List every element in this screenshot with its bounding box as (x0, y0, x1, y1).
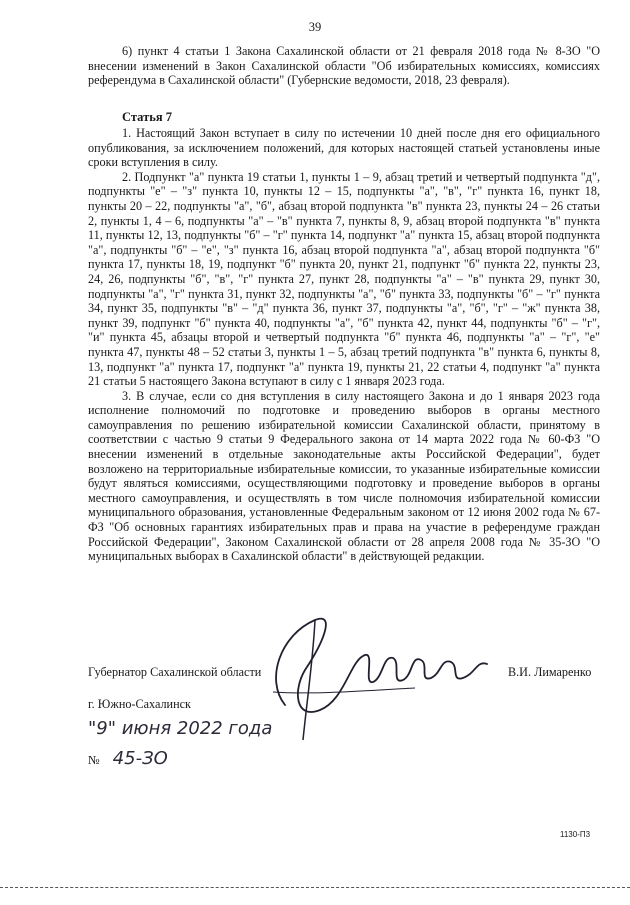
article-paragraph-3: 3. В случае, если со дня вступления в силу настоящего Закона и до 1 января 2023 года исполнение полномочий по подготовке и проведению выборов в органы местного самоуправления по решению избирательной комиссии Сахалинской области, принятому в соответствии с частью 9 статьи 9 Федерального закона от 14 марта 2022 года № 60-ФЗ "О внесении изменений в отдельные законодательные акты Российской Федерации", будет возложено на территориальные избирательные комиссии, то указанные избирательные комиссии будут являться комиссиями, осуществляющими подготовку и проведение выборов в органы местного самоуправления, и осуществлять в том числе полномочия избирательной комиссии муниципального образования, установленные Федеральным законом от 12 июня 2002 года № 67-ФЗ "Об основных гарантиях избирательных прав и права на участие в референдуме граждан Российской Федерации", Законом Сахалинской области от 28 апреля 2008 года № 35-ЗО "О муниципальных выборах в Сахалинской области" в действующей редакции. (88, 388, 600, 564)
handwritten-number: 45-ЗО (112, 748, 168, 769)
article-body (88, 126, 600, 564)
city: г. Южно-Сахалинск (88, 697, 191, 711)
handwritten-date: "9" июня 2022 года (88, 718, 273, 739)
article-paragraph-2: 2. Подпункт "а" пункта 19 статьи 1, пункты 1 – 9, абзац третий и четвертый подпункта "д", подпункты "е" – "з" пункта 10, пункты 12 – 15, подпункты "а", "в", "г" пункта 16, пункт 18, пункты 20 – 22, подпункты "а", "б", абзац второй подпункта "в" пункта 23, пункты 24 – 26 статьи 2, пункты 1, 4 – 6, подпункты "а" – "в" пункта 7, пункты 8, 9, абзац второй подпункта "в" пункта 11, пункты 12, 13, подпункты "б" – "г" пункта 14, подпункт "а" пункта 15, абзац второй подпункта "а", подпункты "б" – "е", "з" пункта 16, абзац второй подпункта "а", абзац второй подпункта "б" пункта 17, пункты 18, 19, подпункт "б" пункта 20, пункт 21, подпункт "б" пункта 22, пункты 23, 24, 26, подпункты "б", "в", "г" пункта 27, пункт 28, подпункты "а" – "в" пункта 29, пункт 30, подпункты "а", "г" пункта 31, пункт 32, подпункты "а", "б" пункта 33, подпункты "б" – "г" пункта 34, пункт 35, подпункты "в" – "д" пункта 36, пункт 37, подпункты "а", "б", "г" – "ж" пункта 38, пункт 39, подпункт "б" пункта 40, подпункты "а", "б" пункта 42, пункт 44, подпункты "б" – "г", "и" пункта 45, абзацы второй и четвертый подпункта "б" пункта 46, подпункты "а" – "г", "е" пункта 47, пункты 48 – 52 статьи 3, пункты 1 – 5, абзац третий подпункта "в" пункта 6, пункты 8, 13, подпункт "а" пункта 17, подпункт "а" пункта 19, пункты 21, 22 статьи 4, подпункт "а" пункта 21 статьи 5 настоящего Закона вступают в силу с 1 января 2023 года. (88, 169, 600, 389)
law-number (88, 748, 168, 769)
governor-signature (255, 600, 515, 750)
page-number: 39 (308, 20, 322, 34)
governor-name: В.И. Лимаренко (508, 665, 592, 679)
document-code: 1130-П3 (560, 830, 591, 839)
article-paragraph-1: 1. Настоящий Закон вступает в силу по истечении 10 дней после дня его официального опубликования, за исключением положений, для которых настоящей статьей установлены иные сроки вступления в силу. (88, 126, 600, 170)
number-prefix: № (88, 753, 100, 767)
bottom-divider (0, 887, 630, 888)
item-6-text: 6) пункт 4 статьи 1 Закона Сахалинской области от 21 февраля 2018 года № 8-ЗО "О внесении изменений в Закон Сахалинской области "Об избирательных комиссиях, комиссиях референдума в Сахалинской области" (Губернские ведомости, 2018, 23 февраля). (88, 44, 600, 88)
governor-title: Губернатор Сахалинской области (88, 665, 262, 679)
item-6-paragraph (88, 44, 600, 88)
article-title: Статья 7 (122, 110, 172, 124)
